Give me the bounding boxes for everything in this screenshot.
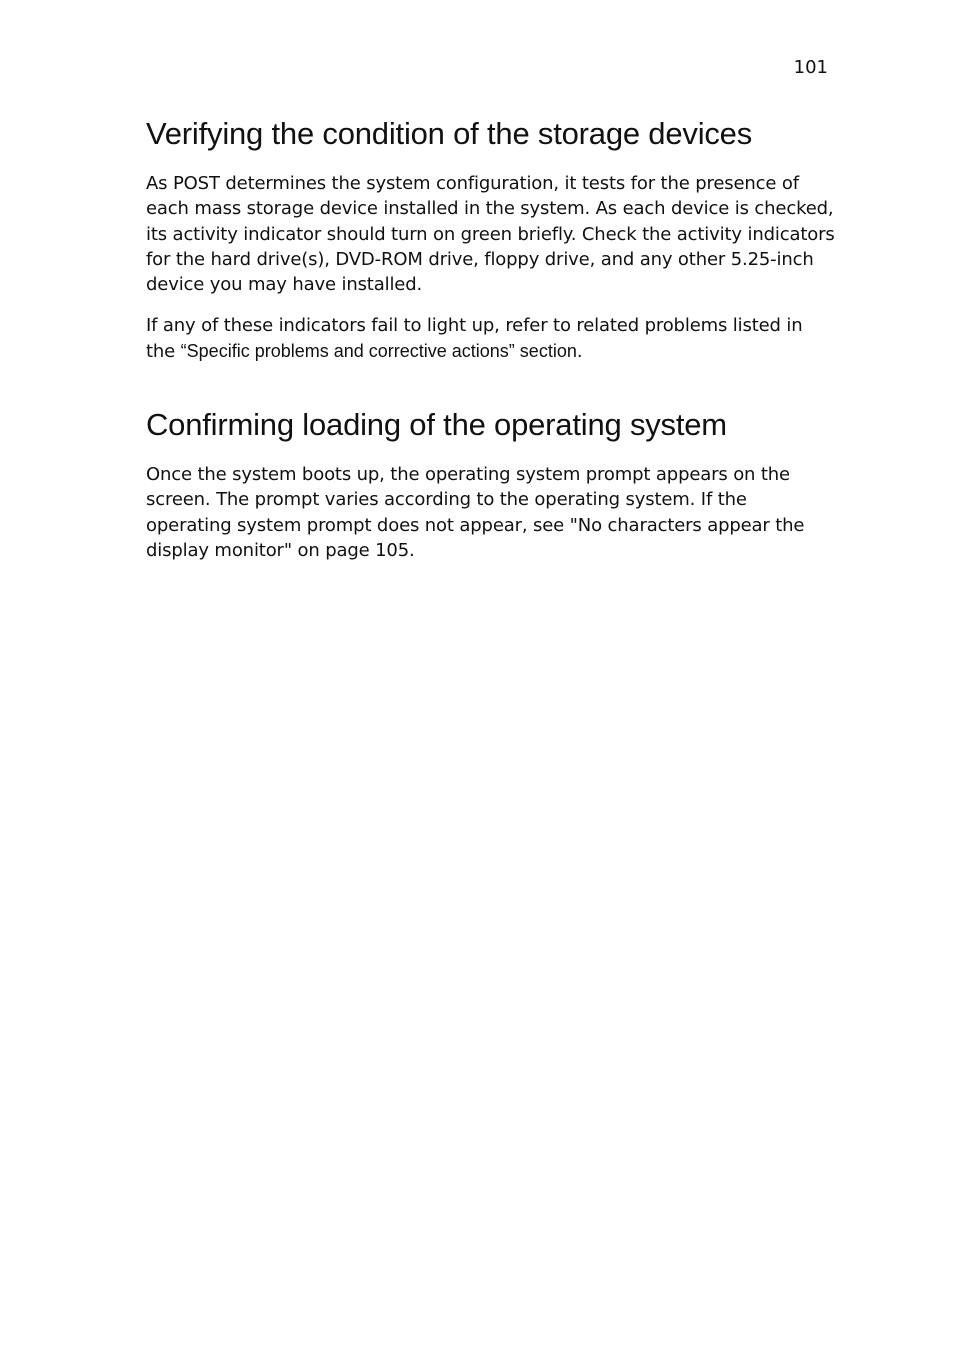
cross-reference-link[interactable]: “Specific problems and corrective actions” section	[180, 340, 577, 361]
page-content	[146, 113, 836, 563]
page-number: 101	[793, 57, 828, 78]
body-paragraph	[146, 313, 836, 364]
paragraph-text: If any of these indicators fail to light up, refer to related problems listed in the	[146, 315, 803, 362]
section-operating-system	[146, 404, 836, 563]
paragraph-text: .	[576, 340, 583, 362]
section-storage-devices	[146, 113, 836, 364]
section-heading: Verifying the condition of the storage devices	[146, 116, 753, 151]
body-paragraph: As POST determines the system configuration, it tests for the presence of each mass storage device installed in the system. As each device is checked, its activity indicator should turn on green briefly. Check the activity indicators for the hard drive(s), DVD-ROM drive, floppy drive, and any other 5.25-inch device you may have installed.	[146, 173, 835, 296]
body-paragraph: Once the system boots up, the operating system prompt appears on the screen. The prompt varies according to the operating system. If the operating system prompt does not appear, see "No characters appear the display monitor" on page 105.	[146, 464, 805, 561]
section-heading: Confirming loading of the operating system	[146, 407, 727, 443]
